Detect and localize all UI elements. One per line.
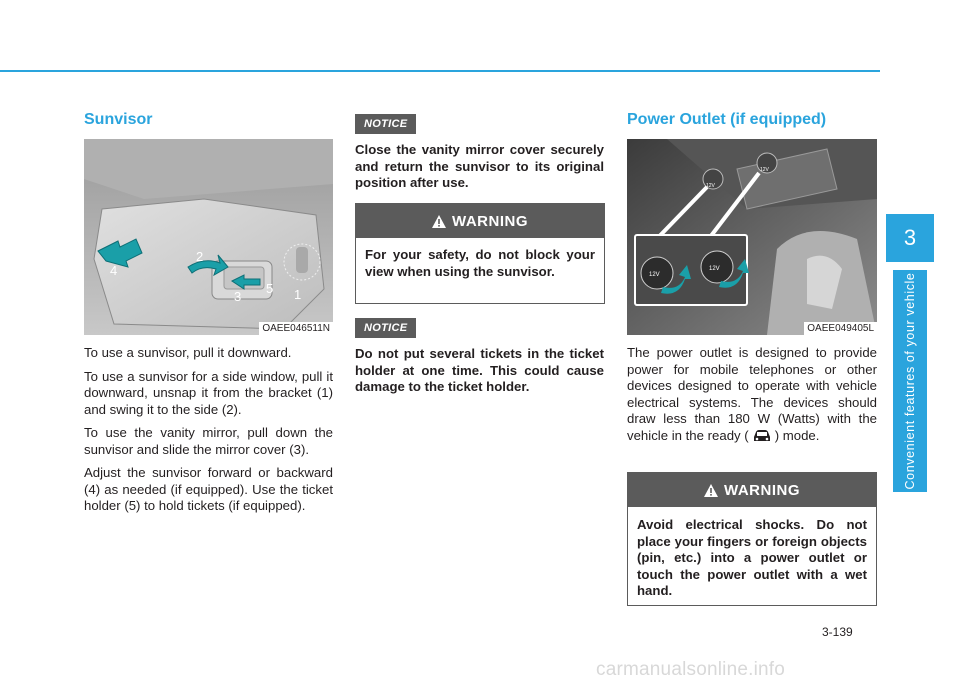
chapter-number: 3 [886, 214, 934, 262]
sunvisor-paragraph: To use the vanity mirror, pull down the sunvisor and slide the mirror cover (3). [84, 425, 333, 457]
power-outlet-heading: Power Outlet (if equipped) [627, 111, 827, 128]
warning-triangle-icon [432, 215, 446, 228]
power-outlet-body [627, 345, 877, 444]
outlet-label: 12V [706, 183, 715, 189]
sunvisor-figure [84, 139, 333, 335]
warning-box-2 [627, 472, 877, 606]
sunvisor-illustration [84, 139, 333, 335]
notice-1-text: Close the vanity mirror cover securely and return the sunvisor to its original position after use. [355, 142, 604, 190]
notice-badge-1: NOTICE [355, 114, 416, 134]
callout-4: 4 [110, 263, 118, 278]
warning-box-2-text: Avoid electrical shocks. Do not place your fingers or foreign objects (pin, etc.) into a power outlet or touch the power outlet with a wet hand. [637, 517, 867, 598]
page-number: 3-139 [822, 625, 853, 639]
chapter-title-tab [893, 270, 927, 492]
outlet-label: 12V [709, 266, 720, 272]
power-outlet-text-before: The power outlet is designed to provide power for mobile telephones or other devices designed to operate with vehicle electrical systems. The devices should draw less than 180 W (Watts) with the vehicle in the ready ( [627, 345, 877, 443]
sunvisor-heading: Sunvisor [84, 111, 153, 128]
notice-badge-2: NOTICE [355, 318, 416, 338]
notice-2-text: Do not put several tickets in the ticket holder at one time. This could cause damage to the ticket holder. [355, 346, 604, 394]
power-outlet-text-after: ) mode. [774, 427, 820, 443]
warning-box-1 [355, 203, 605, 304]
callout-2: 2 [196, 249, 204, 264]
power-outlet-illustration [627, 139, 877, 335]
chapter-title: Convenient features of your vehicle [903, 272, 917, 490]
header-rule [0, 70, 880, 72]
power-outlet-figure-code: OAEE049405L [804, 322, 877, 335]
warning-box-1-title: WARNING [452, 212, 528, 230]
sunvisor-paragraph: To use a sunvisor, pull it downward. [84, 345, 292, 360]
sunvisor-figure-code: OAEE046511N [259, 322, 333, 335]
sunvisor-paragraph: To use a sunvisor for a side window, pull it downward, unsnap it from the bracket (1) and swing it to the side (2). [84, 368, 333, 417]
car-ready-icon [752, 429, 772, 443]
sunvisor-body [84, 345, 333, 522]
outlet-label: 12V [649, 272, 660, 278]
warning-triangle-icon [704, 484, 718, 497]
power-outlet-figure [627, 139, 877, 335]
callout-5: 5 [266, 281, 274, 296]
sunvisor-paragraph: Adjust the sunvisor forward or backward (4) as needed (if equipped). Use the ticket holder (5) to hold tickets (if equipped). [84, 465, 333, 513]
watermark: carmanualsonline.info [596, 659, 786, 680]
callout-3: 3 [234, 289, 242, 304]
outlet-label: 12V [760, 167, 769, 173]
callout-1: 1 [294, 287, 302, 302]
warning-box-1-text: For your safety, do not block your view when using the sunvisor. [365, 247, 595, 279]
warning-box-2-title: WARNING [724, 481, 800, 499]
warning-box-1-header [356, 204, 604, 238]
warning-box-2-header [628, 473, 876, 507]
